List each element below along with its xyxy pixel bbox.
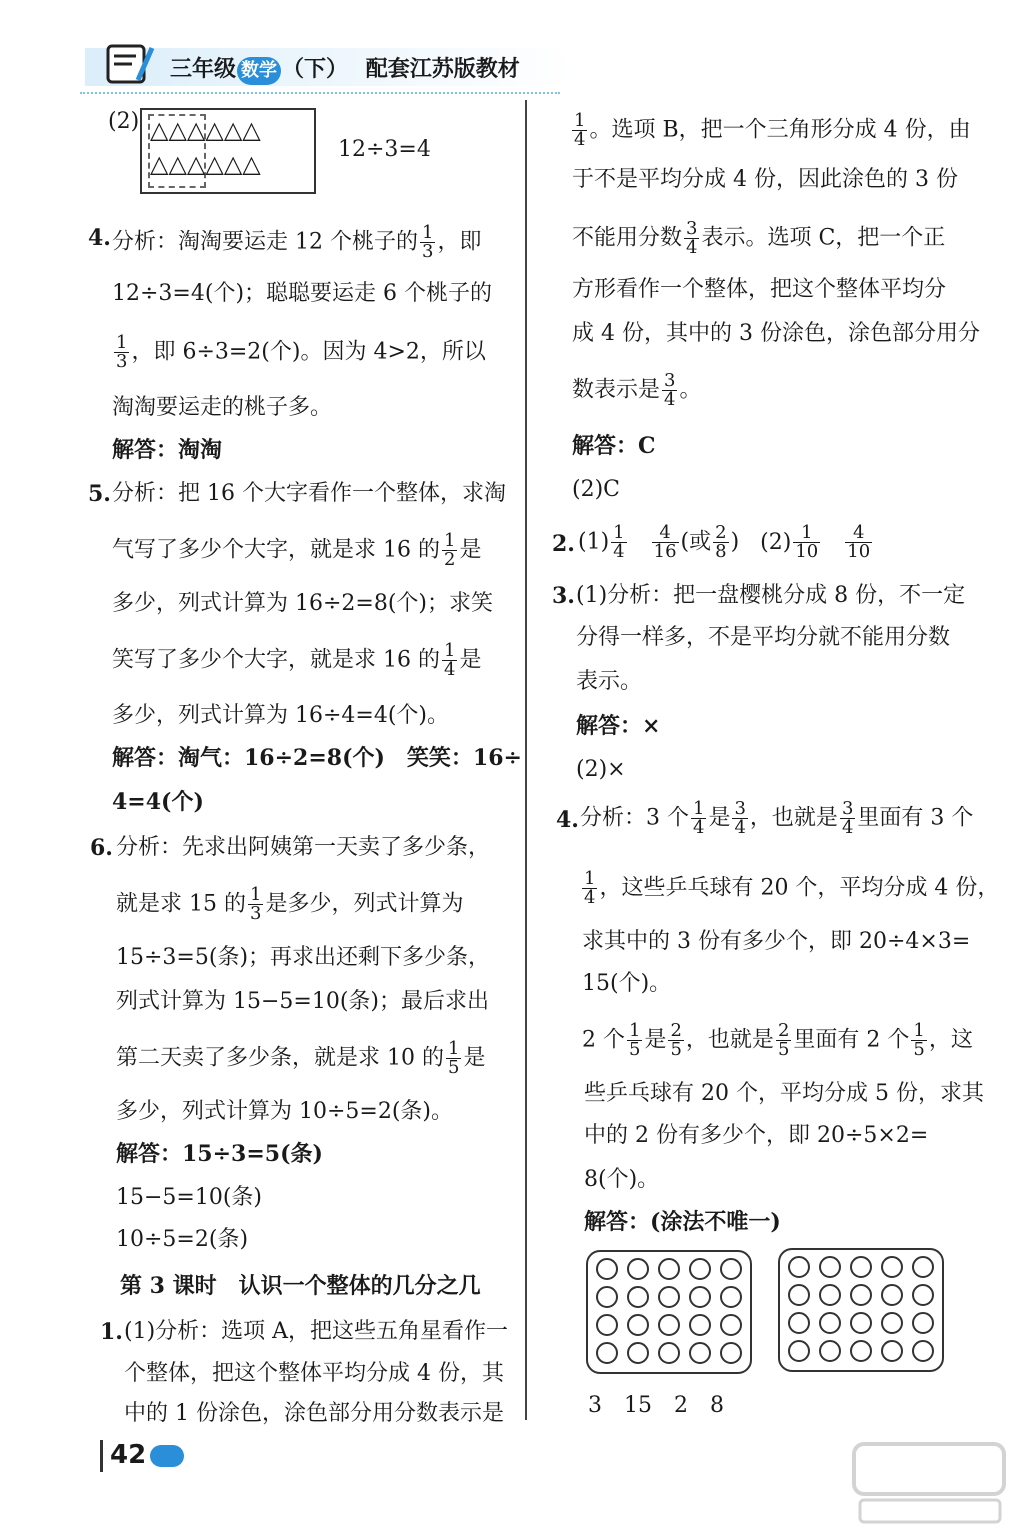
ball-icon bbox=[912, 1340, 934, 1362]
q4r-line6: 些乒乓球有 20 个，平均分成 5 份，求其 bbox=[584, 1081, 984, 1106]
fraction: $\frac{2}{5}$ bbox=[777, 1020, 790, 1060]
q4-number: 4. bbox=[88, 225, 111, 251]
ball-icon bbox=[720, 1258, 742, 1280]
q6-line4: 列式计算为 15−5=10(条)；最后求出 bbox=[116, 989, 490, 1014]
header-title bbox=[170, 52, 520, 85]
ball-icon bbox=[689, 1342, 711, 1364]
q5-line3: 多少，列式计算为 16÷2=8(个)；求笑 bbox=[112, 591, 494, 616]
ball-box-right bbox=[778, 1248, 944, 1372]
ball-box-left bbox=[586, 1250, 752, 1374]
q3-answer: 解答：× bbox=[576, 713, 661, 739]
fraction: $\frac{4}{16}$ bbox=[653, 522, 677, 562]
q3-2-label: (2) bbox=[108, 109, 140, 134]
q3-line3: 表示。 bbox=[576, 669, 643, 694]
ball-icon bbox=[850, 1284, 872, 1306]
q1-line1: (1)分析：选项 A，把这些五角星看作一 bbox=[124, 1319, 509, 1344]
q6-line2: 就是求 15 的 $\frac{1}{3}$ 是多少，列式计算为 bbox=[116, 884, 464, 924]
ball-icon bbox=[850, 1256, 872, 1278]
q6-number: 6. bbox=[90, 835, 113, 861]
p1-line3: 不能用分数 $\frac{3}{4}$ 表示。选项 C，把一个正 bbox=[572, 218, 946, 258]
ball-icon bbox=[720, 1286, 742, 1308]
ball-icon bbox=[658, 1258, 680, 1280]
q5-line1: 分析：把 16 个大字看作一个整体，求淘 bbox=[112, 481, 506, 506]
q2-number: 2. bbox=[552, 531, 575, 557]
p1-line5: 成 4 份，其中的 3 份涂色，涂色部分用分 bbox=[572, 321, 980, 346]
ball-icon bbox=[627, 1258, 649, 1280]
q5-number: 5. bbox=[88, 481, 111, 507]
q4r-line3: 求其中的 3 份有多少个，即 20÷4×3= bbox=[582, 929, 971, 954]
q3-2-equation: 12÷3=4 bbox=[338, 137, 431, 162]
q4r-answer: 解答：(涂法不唯一) bbox=[584, 1209, 781, 1235]
ball-icon bbox=[658, 1342, 680, 1364]
q4r-line5: 2 个 $\frac{1}{5}$ 是 $\frac{2}{5}$ ，也就是 $\frac{2}{5}$ 里面有 2 个 $\frac{1}{5}$ ，这 bbox=[582, 1020, 973, 1060]
q1-line3: 中的 1 份涂色，涂色部分用分数表示是 bbox=[124, 1401, 504, 1426]
fraction: $\frac{1}{3}$ bbox=[421, 222, 434, 262]
fraction: $\frac{3}{4}$ bbox=[686, 218, 698, 258]
ball-icon bbox=[819, 1256, 841, 1278]
fraction: $\frac{3}{4}$ bbox=[734, 798, 746, 838]
p1-line1: $\frac{1}{4}$ 。选项 B，把一个三角形分成 4 份，由 bbox=[574, 110, 971, 150]
q3-number: 3. bbox=[552, 583, 575, 609]
fraction: $\frac{1}{4}$ bbox=[584, 868, 596, 908]
q6-line5: 第二天卖了多少条，就是求 10 的 $\frac{1}{5}$ 是 bbox=[116, 1038, 486, 1078]
fraction: $\frac{1}{3}$ bbox=[249, 884, 262, 924]
fraction: $\frac{4}{10}$ bbox=[847, 522, 871, 562]
q3-line2: 分得一样多，不是平均分就不能用分数 bbox=[576, 625, 951, 650]
fraction: $\frac{1}{2}$ bbox=[443, 530, 456, 570]
q5-answer-2: 4=4(个) bbox=[112, 789, 204, 815]
q4r-number: 4. bbox=[556, 807, 579, 833]
fraction: $\frac{1}{5}$ bbox=[913, 1020, 925, 1060]
q4r-line7: 中的 2 份有多少个，即 20÷5×2= bbox=[584, 1123, 929, 1148]
ball-icon bbox=[819, 1340, 841, 1362]
fraction: $\frac{3}{4}$ bbox=[664, 370, 676, 410]
ball-icon bbox=[881, 1284, 903, 1306]
ball-icon bbox=[627, 1342, 649, 1364]
ball-icon bbox=[819, 1312, 841, 1334]
fraction: $\frac{1}{5}$ bbox=[447, 1038, 460, 1078]
q3-line1: (1)分析：把一盘樱桃分成 8 份，不一定 bbox=[576, 583, 966, 608]
q6-answer-2: 15−5=10(条) bbox=[116, 1185, 263, 1210]
ball-icon bbox=[596, 1314, 618, 1336]
fraction: $\frac{1}{10}$ bbox=[795, 522, 819, 562]
p1-line2: 于不是平均分成 4 份，因此涂色的 3 份 bbox=[572, 167, 958, 192]
fraction: $\frac{2}{8}$ bbox=[715, 522, 727, 562]
p1-line6: 数表示是 $\frac{3}{4}$ 。 bbox=[572, 370, 702, 410]
ball-icon bbox=[788, 1312, 810, 1334]
book-logo-icon bbox=[100, 40, 156, 88]
ball-icon bbox=[912, 1284, 934, 1306]
q5-line2: 气写了多少个大字，就是求 16 的 $\frac{1}{2}$ 是 bbox=[112, 530, 482, 570]
q4-line4: 淘淘要运走的桃子多。 bbox=[112, 395, 333, 420]
fraction: $\frac{3}{4}$ bbox=[841, 798, 854, 838]
ball-icon bbox=[596, 1286, 618, 1308]
p1-line4: 方形看作一个整体，把这个整体平均分 bbox=[572, 277, 947, 302]
ball-icon bbox=[596, 1342, 618, 1364]
watermark-icon bbox=[850, 1440, 1010, 1528]
q4r-line2: $\frac{1}{4}$ ，这些乒乓球有 20 个，平均分成 4 份， bbox=[584, 868, 1000, 908]
header-grade: 三年级 bbox=[170, 57, 237, 82]
q6-answer-1: 解答：15÷3=5(条) bbox=[116, 1141, 323, 1167]
ball-icon bbox=[850, 1312, 872, 1334]
q4r-values: 3 15 2 8 bbox=[588, 1393, 724, 1418]
q1-line2: 个整体，把这个整体平均分成 4 份，其 bbox=[124, 1361, 504, 1386]
ball-icon bbox=[881, 1340, 903, 1362]
ball-icon bbox=[689, 1286, 711, 1308]
fraction: $\frac{1}{4}$ bbox=[693, 798, 705, 838]
page-number-bar bbox=[100, 1440, 103, 1472]
q6-line1: 分析：先求出阿姨第一天卖了多少条， bbox=[116, 835, 491, 860]
ball-icon bbox=[788, 1256, 810, 1278]
ball-icon bbox=[658, 1314, 680, 1336]
fraction: $\frac{1}{3}$ bbox=[116, 332, 128, 372]
q4-line2: 12÷3=4(个)；聪聪要运走 6 个桃子的 bbox=[112, 281, 493, 306]
q4r-line1: 分析：3 个 $\frac{1}{4}$ 是 $\frac{3}{4}$ ，也就是 $\frac{3}{4}$ 里面有 3 个 bbox=[580, 798, 974, 838]
page-decoration-icon bbox=[150, 1445, 184, 1467]
header-subject: 数学 bbox=[237, 57, 281, 85]
ball-icon bbox=[788, 1340, 810, 1362]
column-divider bbox=[525, 100, 527, 1420]
q5-line4: 笑写了多少个大字，就是求 16 的 $\frac{1}{4}$ 是 bbox=[112, 640, 482, 680]
lesson-title: 第 3 课时 认识一个整体的几分之几 bbox=[120, 1273, 481, 1299]
ball-icon bbox=[689, 1314, 711, 1336]
ball-icon bbox=[819, 1284, 841, 1306]
ball-icon bbox=[596, 1258, 618, 1280]
triangle-box bbox=[140, 108, 316, 194]
q1-number: 1. bbox=[100, 1319, 123, 1345]
fraction: $\frac{2}{5}$ bbox=[670, 1020, 682, 1060]
q5-line5: 多少，列式计算为 16÷4=4(个)。 bbox=[112, 703, 450, 728]
ball-icon bbox=[658, 1286, 680, 1308]
q6-line3: 15÷3=5(条)；再求出还剩下多少条， bbox=[116, 945, 491, 970]
fraction: $\frac{1}{4}$ bbox=[574, 110, 586, 150]
page-number: 42 bbox=[110, 1440, 147, 1470]
q5-answer-1: 解答：淘气：16÷2=8(个) 笑笑：16÷ bbox=[112, 745, 522, 771]
ball-icon bbox=[720, 1314, 742, 1336]
q4-line3: $\frac{1}{3}$ ，即 6÷3=2(个)。因为 4>2，所以 bbox=[116, 332, 486, 372]
header-term: （下） bbox=[282, 57, 349, 82]
q4-answer: 解答：淘淘 bbox=[112, 437, 223, 463]
fraction: $\frac{1}{4}$ bbox=[613, 522, 625, 562]
q4r-line8: 8(个)。 bbox=[584, 1167, 660, 1192]
p1-sub2: (2)C bbox=[572, 477, 620, 502]
ball-icon bbox=[881, 1312, 903, 1334]
q6-line6: 多少，列式计算为 10÷5=2(条)。 bbox=[116, 1099, 454, 1124]
fraction: $\frac{1}{4}$ bbox=[443, 640, 456, 680]
ball-icon bbox=[720, 1342, 742, 1364]
p1-answer: 解答：C bbox=[572, 433, 656, 459]
ball-icon bbox=[850, 1340, 872, 1362]
ball-icon bbox=[912, 1312, 934, 1334]
triangle-icon: △△△△△△ bbox=[150, 116, 261, 144]
q2-line: (1) $\frac{1}{4}$ $\frac{4}{16}$ (或 $\frac{2}{8}$ ) (2) $\frac{1}{10}$ $\frac{4}{10}$ bbox=[578, 522, 871, 562]
header-divider bbox=[80, 92, 560, 94]
ball-icon bbox=[788, 1284, 810, 1306]
fraction: $\frac{1}{5}$ bbox=[629, 1020, 641, 1060]
header-edition: 配套江苏版教材 bbox=[365, 57, 520, 82]
ball-icon bbox=[912, 1256, 934, 1278]
q4-line1: 分析：淘淘要运走 12 个桃子的 $\frac{1}{3}$ ，即 bbox=[112, 222, 482, 262]
ball-icon bbox=[881, 1256, 903, 1278]
ball-icon bbox=[689, 1258, 711, 1280]
ball-icon bbox=[627, 1314, 649, 1336]
ball-icon bbox=[627, 1286, 649, 1308]
q6-answer-3: 10÷5=2(条) bbox=[116, 1227, 249, 1252]
triangle-icon: △△△△△△ bbox=[150, 150, 261, 178]
q4r-line4: 15(个)。 bbox=[582, 971, 672, 996]
q3-sub2: (2)× bbox=[576, 757, 626, 782]
